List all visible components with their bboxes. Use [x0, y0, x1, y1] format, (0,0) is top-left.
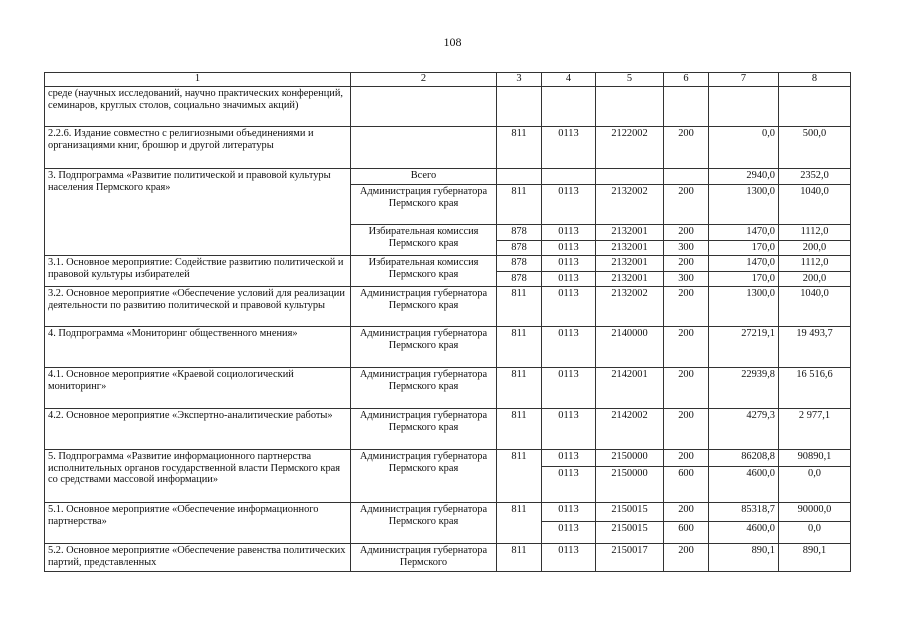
cell-section: 0113: [542, 225, 596, 241]
cell-name: 4.1. Основное мероприятие «Краевой социологический мониторинг»: [45, 368, 351, 409]
cell-sum-2: 1112,0: [779, 256, 851, 272]
cell-gras: 811: [497, 368, 542, 409]
cell-section: [542, 87, 596, 127]
cell-type: 200: [664, 225, 709, 241]
cell-name: 5. Подпрограмма «Развитие информационного партнерства исполнительных органов государственной власти Пермского края со средствами массовой информации»: [45, 450, 351, 503]
cell-admin: Администрация губернатора Пермского края: [351, 327, 497, 368]
header-cell: 1: [45, 73, 351, 87]
table-row: [45, 368, 851, 409]
cell-gras: 878: [497, 241, 542, 256]
cell-gras: 811: [497, 287, 542, 327]
table-row: [45, 503, 851, 522]
table-row: [45, 169, 851, 185]
cell-section: 0113: [542, 287, 596, 327]
cell-target: 2150015: [596, 522, 664, 544]
cell-gras: [497, 87, 542, 127]
cell-admin: [351, 87, 497, 127]
cell-sum-1: 86208,8: [709, 450, 779, 467]
cell-section: 0113: [542, 368, 596, 409]
table-row: [45, 287, 851, 327]
cell-sum-2: 2 977,1: [779, 409, 851, 450]
cell-target: 2142002: [596, 409, 664, 450]
cell-type: 200: [664, 287, 709, 327]
cell-sum-1: 170,0: [709, 272, 779, 287]
cell-sum-2: 1112,0: [779, 225, 851, 241]
cell-sum-2: 2352,0: [779, 169, 851, 185]
cell-target: 2132001: [596, 272, 664, 287]
cell-name: 2.2.6. Издание совместно с религиозными объединениями и организациями книг, брошюр и другой литературы: [45, 127, 351, 169]
cell-sum-2: 0,0: [779, 467, 851, 503]
cell-admin: Избирательная комиссия Пермского края: [351, 225, 497, 256]
cell-sum-1: 890,1: [709, 544, 779, 572]
cell-gras: 811: [497, 450, 542, 503]
cell-type: 200: [664, 409, 709, 450]
cell-admin: [351, 127, 497, 169]
cell-target: 2132002: [596, 185, 664, 225]
cell-name: 5.2. Основное мероприятие «Обеспечение равенства политических партий, представленных: [45, 544, 351, 572]
page-number: 108: [443, 35, 462, 49]
cell-name: 3.1. Основное мероприятие: Содействие развитию политической и правовой культуры избирателей: [45, 256, 351, 287]
cell-target: 2150000: [596, 467, 664, 503]
cell-target: 2142001: [596, 368, 664, 409]
cell-admin: Администрация губернатора Пермского края: [351, 503, 497, 544]
cell-target: 2150000: [596, 450, 664, 467]
cell-sum-1: 1300,0: [709, 185, 779, 225]
cell-sum-2: 1040,0: [779, 287, 851, 327]
cell-sum-2: [779, 87, 851, 127]
cell-section: 0113: [542, 185, 596, 225]
cell-sum-1: 4600,0: [709, 467, 779, 503]
cell-sum-1: 27219,1: [709, 327, 779, 368]
cell-target: [596, 87, 664, 127]
cell-section: 0113: [542, 544, 596, 572]
cell-target: 2132002: [596, 287, 664, 327]
cell-name: среде (научных исследований, научно практических конференций, семинаров, круглых столов, социально значимых акций): [45, 87, 351, 127]
table-row: [45, 256, 851, 272]
cell-gras: 811: [497, 544, 542, 572]
cell-name: 4. Подпрограмма «Мониторинг общественного мнения»: [45, 327, 351, 368]
cell-type: 200: [664, 327, 709, 368]
cell-gras: 878: [497, 272, 542, 287]
cell-type: 200: [664, 185, 709, 225]
header-cell: 3: [497, 73, 542, 87]
cell-admin: Администрация губернатора Пермского края: [351, 368, 497, 409]
cell-name: 4.2. Основное мероприятие «Экспертно-аналитические работы»: [45, 409, 351, 450]
cell-section: 0113: [542, 467, 596, 503]
cell-gras: 878: [497, 256, 542, 272]
cell-target: 2150015: [596, 503, 664, 522]
cell-admin: Администрация губернатора Пермского края: [351, 409, 497, 450]
budget-table: [44, 72, 851, 572]
cell-gras: 811: [497, 503, 542, 544]
cell-section: 0113: [542, 503, 596, 522]
cell-admin: Администрация губернатора Пермского края: [351, 450, 497, 503]
cell-admin: Администрация губернатора Пермского края: [351, 185, 497, 225]
cell-sum-2: 19 493,7: [779, 327, 851, 368]
cell-type: 600: [664, 522, 709, 544]
cell-name: 5.1. Основное мероприятие «Обеспечение информационного партнерства»: [45, 503, 351, 544]
cell-target: 2150017: [596, 544, 664, 572]
cell-sum-2: 890,1: [779, 544, 851, 572]
header-cell: 6: [664, 73, 709, 87]
table-row: [45, 87, 851, 127]
header-cell: 4: [542, 73, 596, 87]
cell-sum-1: 1470,0: [709, 225, 779, 241]
cell-gras: 811: [497, 127, 542, 169]
cell-gras: 811: [497, 409, 542, 450]
cell-admin: Всего: [351, 169, 497, 185]
cell-name: 3.2. Основное мероприятие «Обеспечение условий для реализации деятельности по развитию политической и правовой культуры: [45, 287, 351, 327]
table-row: [45, 544, 851, 572]
cell-gras: 811: [497, 185, 542, 225]
cell-section: 0113: [542, 409, 596, 450]
cell-section: 0113: [542, 522, 596, 544]
cell-section: 0113: [542, 450, 596, 467]
header-row: [45, 73, 851, 87]
cell-gras: 878: [497, 225, 542, 241]
cell-sum-2: 200,0: [779, 241, 851, 256]
cell-sum-1: 2940,0: [709, 169, 779, 185]
cell-gras: [497, 169, 542, 185]
cell-name: 3. Подпрограмма «Развитие политической и правовой культуры населения Пермского края»: [45, 169, 351, 256]
header-cell: 5: [596, 73, 664, 87]
cell-sum-2: 90890,1: [779, 450, 851, 467]
cell-sum-1: 4279,3: [709, 409, 779, 450]
cell-type: [664, 169, 709, 185]
cell-admin: Администрация губернатора Пермского края: [351, 287, 497, 327]
header-cell: 2: [351, 73, 497, 87]
cell-target: [596, 169, 664, 185]
cell-type: [664, 87, 709, 127]
cell-section: 0113: [542, 241, 596, 256]
cell-target: 2122002: [596, 127, 664, 169]
cell-section: 0113: [542, 327, 596, 368]
cell-target: 2132001: [596, 241, 664, 256]
cell-sum-2: 1040,0: [779, 185, 851, 225]
table-row: [45, 327, 851, 368]
cell-sum-1: 1470,0: [709, 256, 779, 272]
header-cell: 7: [709, 73, 779, 87]
cell-admin: Администрация губернатора Пермского: [351, 544, 497, 572]
cell-sum-1: 22939,8: [709, 368, 779, 409]
cell-type: 200: [664, 256, 709, 272]
cell-sum-1: 4600,0: [709, 522, 779, 544]
table-row: [45, 409, 851, 450]
cell-target: 2132001: [596, 256, 664, 272]
cell-type: 200: [664, 450, 709, 467]
cell-admin: Избирательная комиссия Пермского края: [351, 256, 497, 287]
cell-target: 2132001: [596, 225, 664, 241]
cell-type: 200: [664, 368, 709, 409]
cell-sum-1: 85318,7: [709, 503, 779, 522]
cell-type: 200: [664, 503, 709, 522]
cell-type: 300: [664, 272, 709, 287]
cell-type: 200: [664, 544, 709, 572]
cell-section: 0113: [542, 272, 596, 287]
table-row: [45, 450, 851, 467]
cell-sum-1: [709, 87, 779, 127]
cell-section: 0113: [542, 127, 596, 169]
cell-sum-1: 1300,0: [709, 287, 779, 327]
cell-sum-2: 200,0: [779, 272, 851, 287]
cell-sum-2: 90000,0: [779, 503, 851, 522]
cell-type: 300: [664, 241, 709, 256]
cell-type: 600: [664, 467, 709, 503]
cell-sum-1: 170,0: [709, 241, 779, 256]
cell-type: 200: [664, 127, 709, 169]
cell-target: 2140000: [596, 327, 664, 368]
cell-section: 0113: [542, 256, 596, 272]
cell-sum-2: 500,0: [779, 127, 851, 169]
cell-gras: 811: [497, 327, 542, 368]
table-row: [45, 127, 851, 169]
cell-section: [542, 169, 596, 185]
cell-sum-1: 0,0: [709, 127, 779, 169]
cell-sum-2: 16 516,6: [779, 368, 851, 409]
cell-sum-2: 0,0: [779, 522, 851, 544]
header-cell: 8: [779, 73, 851, 87]
